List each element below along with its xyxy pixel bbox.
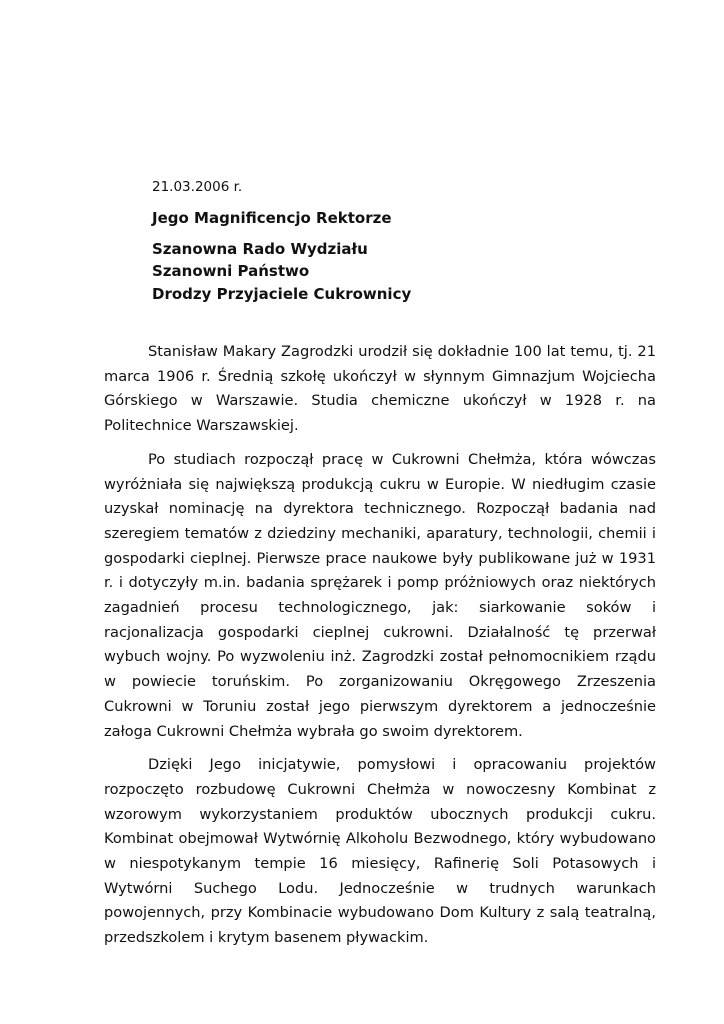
- salutation-line: Drodzy Przyjaciele Cukrownicy: [152, 284, 412, 303]
- body-paragraph: Stanisław Makary Zagrodzki urodził się dokładnie 100 lat temu, tj. 21 marca 1906 r. Średnią szkołę ukończył w słynnym Gimnazjum Wojciecha Górskiego w Warszawie. Studia chemiczne ukończył w 1928 r. na Politechnice Warszawskiej.: [104, 343, 656, 435]
- salutation-line: Jego Magnificencjo Rektorze: [152, 209, 392, 227]
- letter-date: 21.03.2006 r.: [152, 179, 243, 195]
- salutation-line: Szanowna Rado Wydziału: [152, 239, 368, 258]
- salutation-line: Szanowni Państwo: [152, 262, 310, 280]
- salutation-block: [152, 207, 411, 305]
- letter-body: [104, 340, 656, 960]
- body-paragraph: Po studiach rozpoczął pracę w Cukrowni Chełmża, która wówczas wyróżniała się największą produkcją cukru w Europie. W niedługim czasie uzyskał nominację na dyrektora technicznego. Rozpoczął badania nad szeregiem tematów z dziedziny mechaniki, aparatury, technologii, chemii i gospodarki cieplnej. Pierwsze prace naukowe były publikowane już w 1931 r. i dotyczyły m.in. badania sprężarek i pomp próżniowych oraz niektórych zagadnień procesu technologicznego, jak: siarkowanie soków i racjonalizacja gospodarki cieplnej cukrowni. Działalność tę przerwał wybuch wojny. Po wyzwoleniu inż. Zagrodzki został pełnomocnikiem rządu w powiecie toruńskim. Po zorganizowaniu Okręgowego Zrzeszenia Cukrowni w Toruniu został jego pierwszym dyrektorem a jednocześnie załoga Cukrowni Chełmża wybrała go swoim dyrektorem.: [104, 450, 656, 740]
- body-paragraph: Dzięki Jego inicjatywie, pomysłowi i opracowaniu projektów rozpoczęto rozbudowę Cukrowni Chełmża w nowoczesny Kombinat z wzorowym wykorzystaniem produktów ubocznych produkcji cukru. Kombinat obejmował Wytwórnię Alkoholu Bezwodnego, który wybudowano w niespotykanym tempie 16 miesięcy, Rafinerię Soli Potasowych i Wytwórni Suchego Lodu. Jednocześnie w trudnych warunkach powojennych, przy Kombinacie wybudowano Dom Kultury z salą teatralną, przedszkolem i krytym basenem pływackim.: [104, 756, 656, 947]
